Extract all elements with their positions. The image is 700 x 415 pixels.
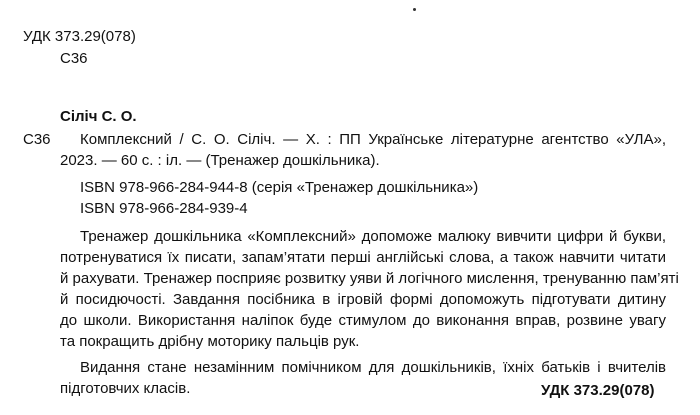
annotation-p2-line: Видання стане незамінним помічником для дошкільників, їхніх батьків і вчителів [80,359,666,376]
udc-bottom: УДК 373.29(078) [541,382,655,399]
isbn-2: ISBN 978-966-284-939-4 [80,200,248,217]
title-line-1: Комплексний / С. О. Сіліч. — Х. : ПП Українське літературне агентство «УЛА», [80,131,666,148]
annotation-line: Тренажер дошкільника «Комплексний» допоможе малюку вивчити цифри й букви, [80,228,666,245]
author-heading: Сіліч С. О. [60,108,137,125]
udc-top: УДК 373.29(078) [23,28,136,45]
annotation-line: до школи. Використання наліпок буде стимулом до виконання вправ, розвине увагу [60,312,666,329]
annotation-line: й рахувати. Тренажер посприяє розвитку уяви й логічного мислення, тренуванню пам’яті [60,270,679,287]
class-code: С36 [23,131,51,148]
annotation-p2-line: підготовчих класів. [60,380,191,397]
title-line-2: 2023. — 60 с. : іл. — (Тренажер дошкільника). [60,152,380,169]
annotation-line: потренуватися їх писати, запам’ятати перші англійські слова, а також навчити читати [60,249,666,266]
class-code-top: С36 [60,50,88,67]
decorative-dot [413,8,416,11]
annotation-line: та покращить дрібну моторику пальців рук. [60,333,360,350]
isbn-1: ISBN 978-966-284-944-8 (серія «Тренажер дошкільника») [80,179,479,196]
annotation-line: й посидючості. Завдання посібника в ігровій формі допоможуть підготувати дитину [60,291,666,308]
